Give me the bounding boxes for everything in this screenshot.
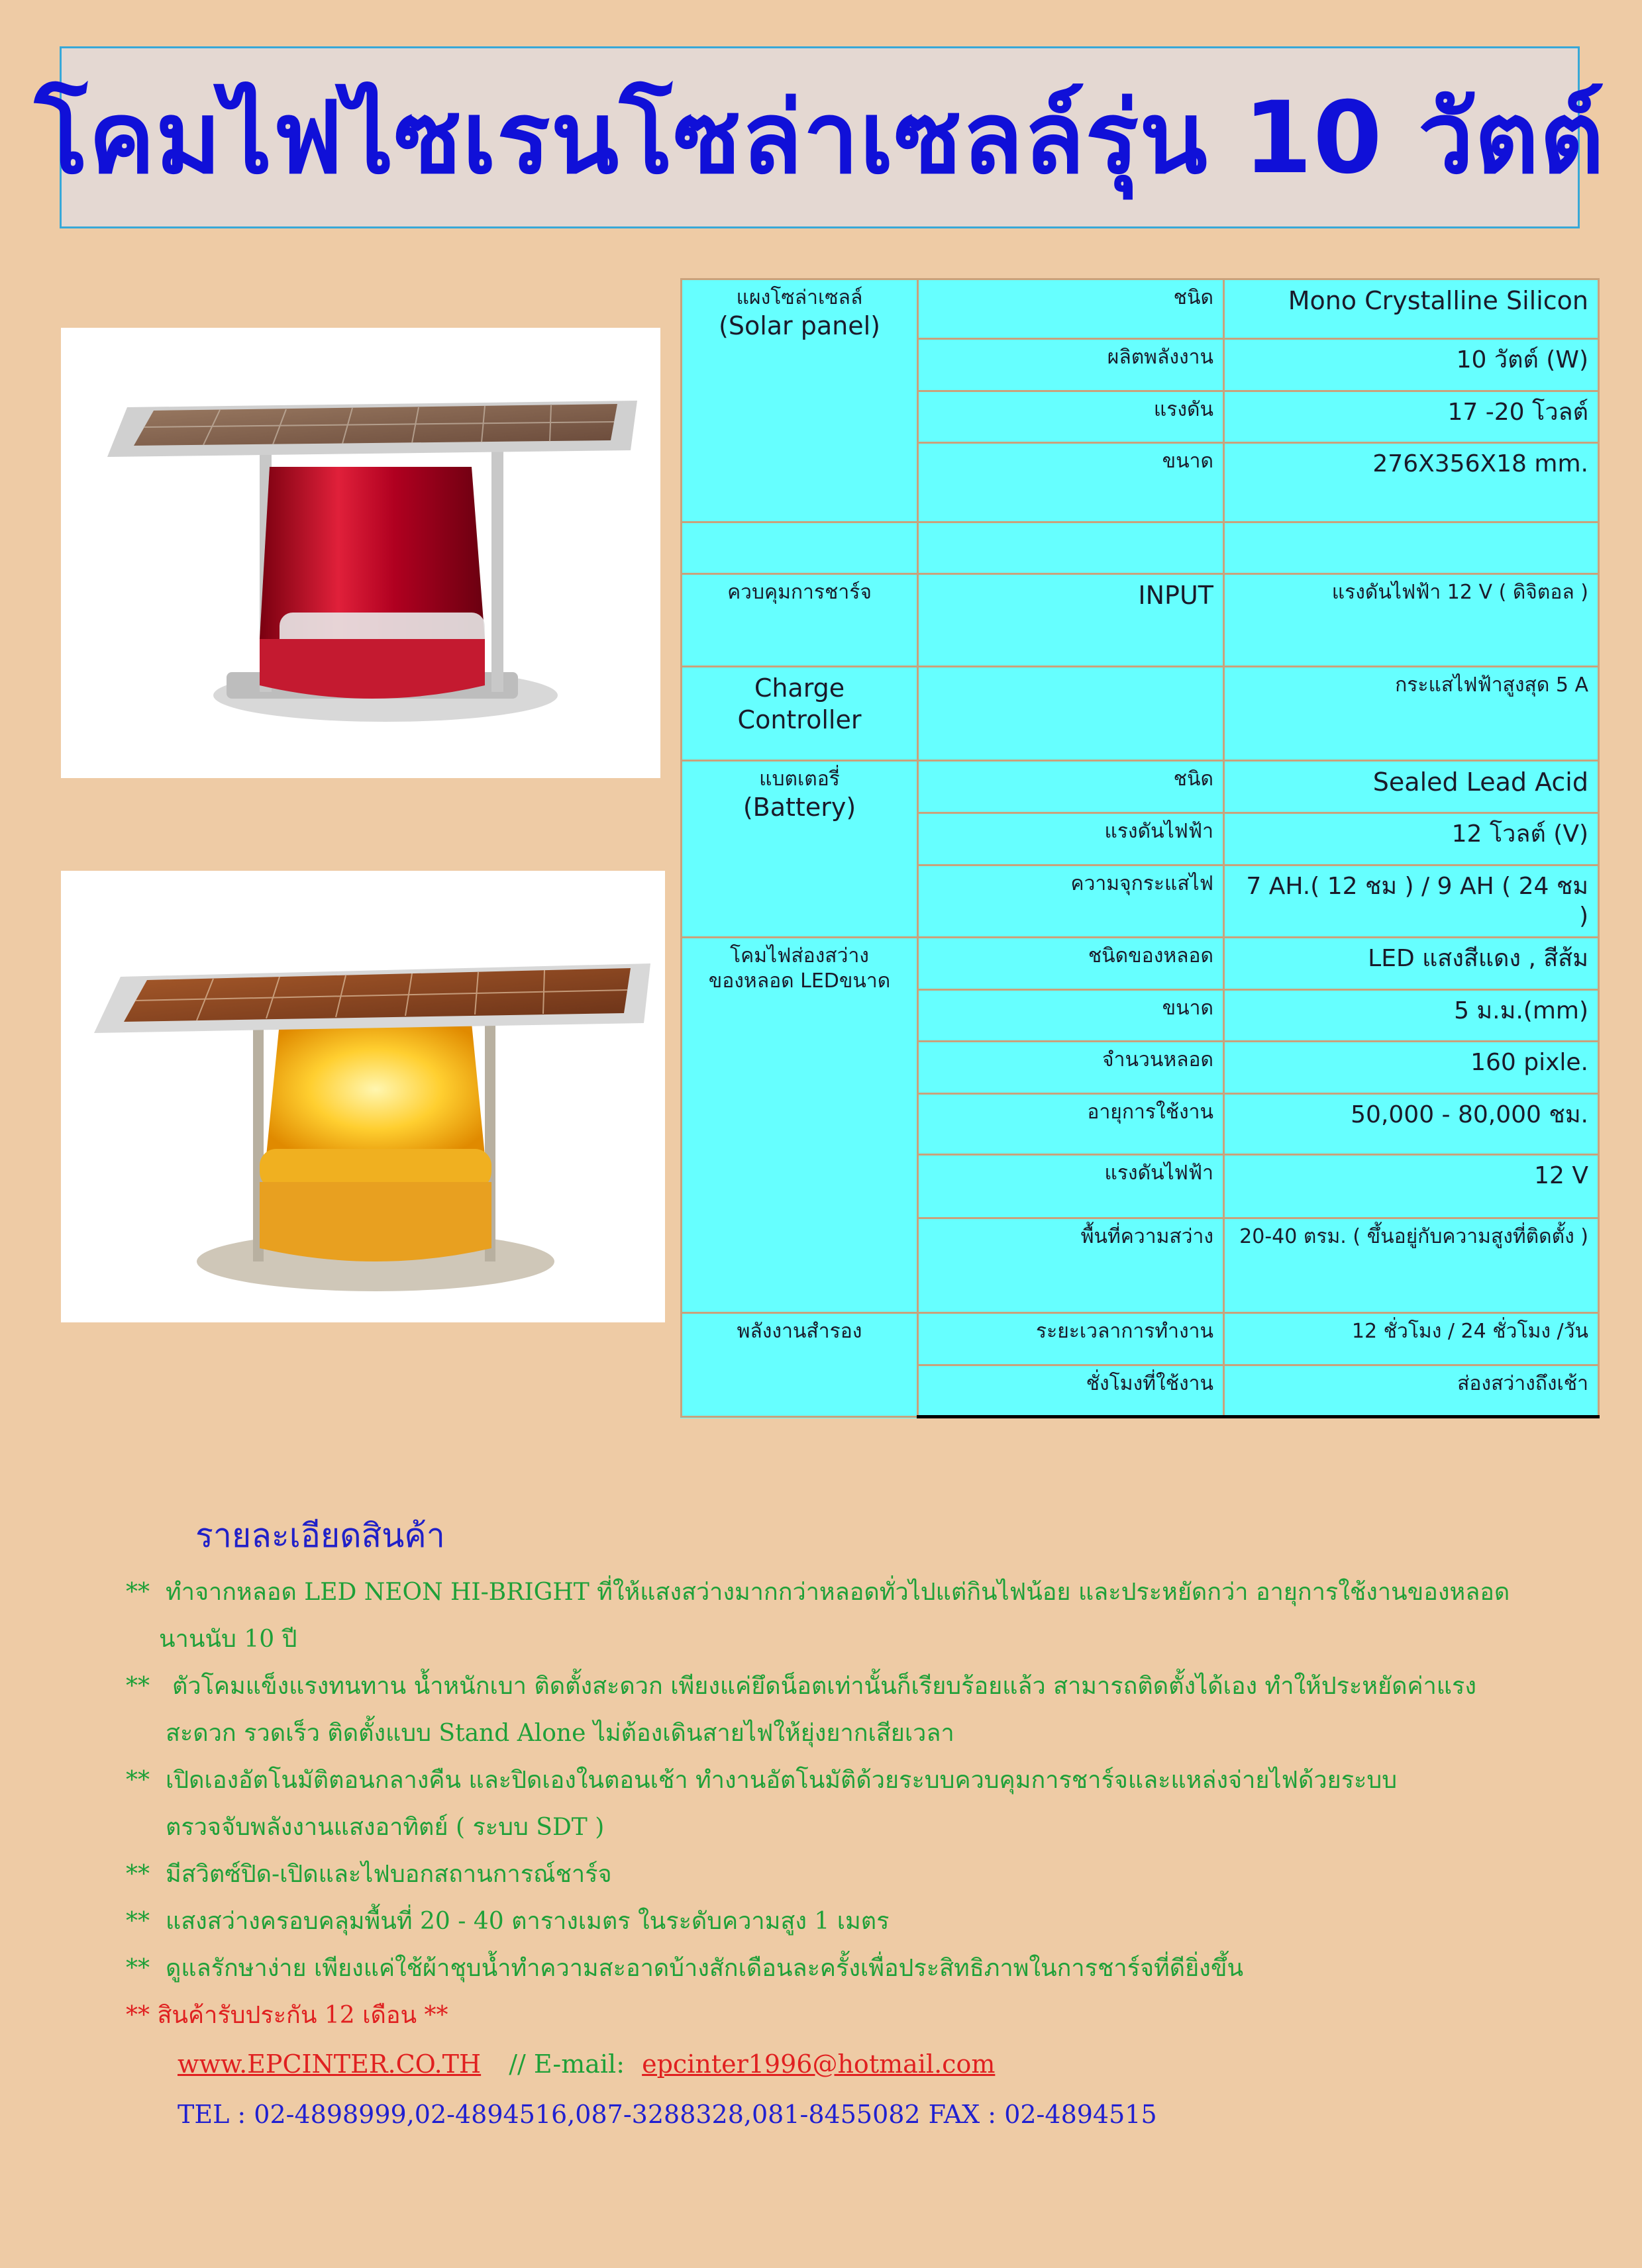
controller-input: INPUT <box>918 574 1224 667</box>
controller-voltage: แรงดันไฟฟ้า 12 V ( ดิจิตอล ) <box>1224 574 1599 667</box>
battery-label-th: แบตเตอรี่ <box>759 767 840 791</box>
spec-label: ชนิด <box>918 279 1224 339</box>
empty-cell <box>918 667 1224 761</box>
product-details <box>126 1510 1583 2140</box>
solar-label-th: แผงโซล่าเซลล์ <box>736 286 863 309</box>
spec-value: 12 ชั่วโมง / 24 ชั่วโมง /วัน <box>1224 1313 1599 1365</box>
spec-label: ความจุกระแสไฟ <box>918 865 1224 938</box>
detail-bullet <box>126 1663 1583 1757</box>
bullet-marker: ** <box>126 1861 150 1888</box>
bullet-marker: ** <box>126 1579 150 1606</box>
website-link[interactable]: www.EPCINTER.CO.TH <box>178 2049 482 2079</box>
detail-bullet <box>126 1757 1583 1851</box>
spec-value: 10 วัตต์ (W) <box>1224 339 1599 391</box>
bullet-marker: ** <box>126 1767 150 1794</box>
empty-cell <box>1224 522 1599 574</box>
spec-value: 17 -20 โวลต์ <box>1224 391 1599 443</box>
contact-line <box>126 2039 1583 2089</box>
spec-label: ขนาด <box>918 990 1224 1042</box>
spec-label: ผลิตพลังงาน <box>918 339 1224 391</box>
controller-current: กระแสไฟฟ้าสูงสุด 5 A <box>1224 667 1599 761</box>
spec-value: 160 pixle. <box>1224 1042 1599 1094</box>
spec-label: ชนิดของหลอด <box>918 938 1224 990</box>
spec-label: แรงดันไฟฟ้า <box>918 1155 1224 1218</box>
spec-value: 20-40 ตรม. ( ขึ้นอยู่กับความสูงที่ติดตั้ง ) <box>1224 1218 1599 1313</box>
battery-label-en: (Battery) <box>743 792 856 822</box>
spec-value: Sealed Lead Acid <box>1224 761 1599 813</box>
bullet-text: ดูแลรักษาง่าย เพียงแค่ใช้ผ้าชุบน้ำทำความสะอาดบ้างสักเดือนละครั้งเพื่อประสิทธิภาพในการชาร์จที่ดียิ่งขึ้น <box>166 1955 1244 1982</box>
spec-label: ขนาด <box>918 443 1224 522</box>
yellow-lamp-illustration <box>61 871 665 1322</box>
detail-bullet <box>126 1569 1583 1663</box>
email-label: // E-mail: <box>509 2049 625 2079</box>
spec-value: ส่องสว่างถึงเช้า <box>1224 1365 1599 1417</box>
spec-label: ชนิด <box>918 761 1224 813</box>
spec-label: ชั่งโมงที่ใช้งาน <box>918 1365 1224 1417</box>
spec-value: LED แสงสีแดง , สีส้ม <box>1224 938 1599 990</box>
spec-value: 276X356X18 mm. <box>1224 443 1599 522</box>
detail-bullet <box>126 1851 1583 1898</box>
bullet-text: ตัวโคมแข็งแรงทนทาน น้ำหนักเบา ติดตั้งสะดวก เพียงแค่ยึดน็อตเท่านั้นก็เรียบร้อยแล้ว สามารถติดตั้งได้เอง ทำให้ประหยัดค่าแรง <box>172 1673 1476 1700</box>
spec-label: แรงดัน <box>918 391 1224 443</box>
spec-label: พื้นที่ความสว่าง <box>918 1218 1224 1313</box>
spec-label: ระยะเวลาการทำงาน <box>918 1313 1224 1365</box>
warranty-line: ** สินค้ารับประกัน 12 เดือน ** <box>126 2002 448 2029</box>
spec-value: 50,000 - 80,000 ชม. <box>1224 1094 1599 1155</box>
details-heading: รายละเอียดสินค้า <box>195 1516 445 1555</box>
controller-label-en: Charge Controller <box>682 667 918 761</box>
spec-value: Mono Crystalline Silicon <box>1224 279 1599 339</box>
empty-cell <box>918 522 1224 574</box>
bullet-text: มีสวิตซ์ปิด-เปิดและไฟบอกสถานการณ์ชาร์จ <box>166 1861 612 1888</box>
bullet-marker: ** <box>126 1955 150 1982</box>
bullet-text: ทำจากหลอด LED NEON HI-BRIGHT ที่ให้แสงสว่างมากกว่าหลอดทั่วไปแต่กินไฟน้อย และประหยัดกว่า อายุการใช้งานของหลอด <box>166 1579 1510 1606</box>
email-link[interactable]: epcinter1996@hotmail.com <box>642 2049 996 2079</box>
bullet-text: แสงสว่างครอบคลุมพื้นที่ 20 - 40 ตารางเมตร ในระดับความสูง 1 เมตร <box>166 1908 890 1935</box>
spec-table <box>680 278 1600 1418</box>
bullet-text-cont: สะดวก รวดเร็ว ติดตั้งแบบ Stand Alone ไม่ต้องเดินสายไฟให้ยุ่งยากเสียเวลา <box>166 1720 954 1747</box>
spec-group-battery <box>682 761 918 938</box>
spec-value: 12 โวลต์ (V) <box>1224 813 1599 865</box>
bullet-marker: ** <box>126 1673 150 1700</box>
title-banner <box>34 46 1605 228</box>
controller-label-th: ควบคุมการชาร์จ <box>682 574 918 667</box>
spec-label: แรงดันไฟฟ้า <box>918 813 1224 865</box>
spec-group-lamp <box>682 938 918 1313</box>
product-photo-yellow-lamp <box>61 871 665 1322</box>
bullet-marker: ** <box>126 1908 150 1935</box>
spec-value: 7 AH.( 12 ชม ) / 9 AH ( 24 ชม ) <box>1224 865 1599 938</box>
spec-value: 12 V <box>1224 1155 1599 1218</box>
empty-cell <box>682 522 918 574</box>
lamp-label-line2: ของหลอด LEDขนาด <box>708 969 891 993</box>
spec-label: จำนวนหลอด <box>918 1042 1224 1094</box>
bullet-text-cont: ตรวจจับพลังงานแสงอาทิตย์ ( ระบบ SDT ) <box>166 1814 605 1841</box>
detail-bullet <box>126 1898 1583 1945</box>
reserve-label: พลังงานสำรอง <box>682 1313 918 1417</box>
solar-label-en: (Solar panel) <box>719 311 880 340</box>
product-photo-red-lamp <box>61 328 660 778</box>
spec-value: 5 ม.ม.(mm) <box>1224 990 1599 1042</box>
bullet-text-cont: นานนับ 10 ปี <box>159 1626 297 1653</box>
spec-label: อายุการใช้งาน <box>918 1094 1224 1155</box>
bullet-text: เปิดเองอัตโนมัติตอนกลางคืน และปิดเองในตอนเช้า ทำงานอัตโนมัติด้วยระบบควบคุมการชาร์จและแหล่งจ่ายไฟด้วยระบบ <box>166 1767 1398 1794</box>
detail-bullet <box>126 1945 1583 1992</box>
page-title: โคมไฟไซเรนโซล่าเซลล์รุ่น 10 วัตต์ <box>34 80 1605 196</box>
tel-line: TEL : 02-4898999,02-4894516,087-3288328,081-8455082 FAX : 02-4894515 <box>178 2100 1157 2129</box>
spec-group-solar <box>682 279 918 522</box>
red-lamp-illustration <box>61 328 660 778</box>
lamp-label-line1: โคมไฟส่องสว่าง <box>730 944 869 967</box>
